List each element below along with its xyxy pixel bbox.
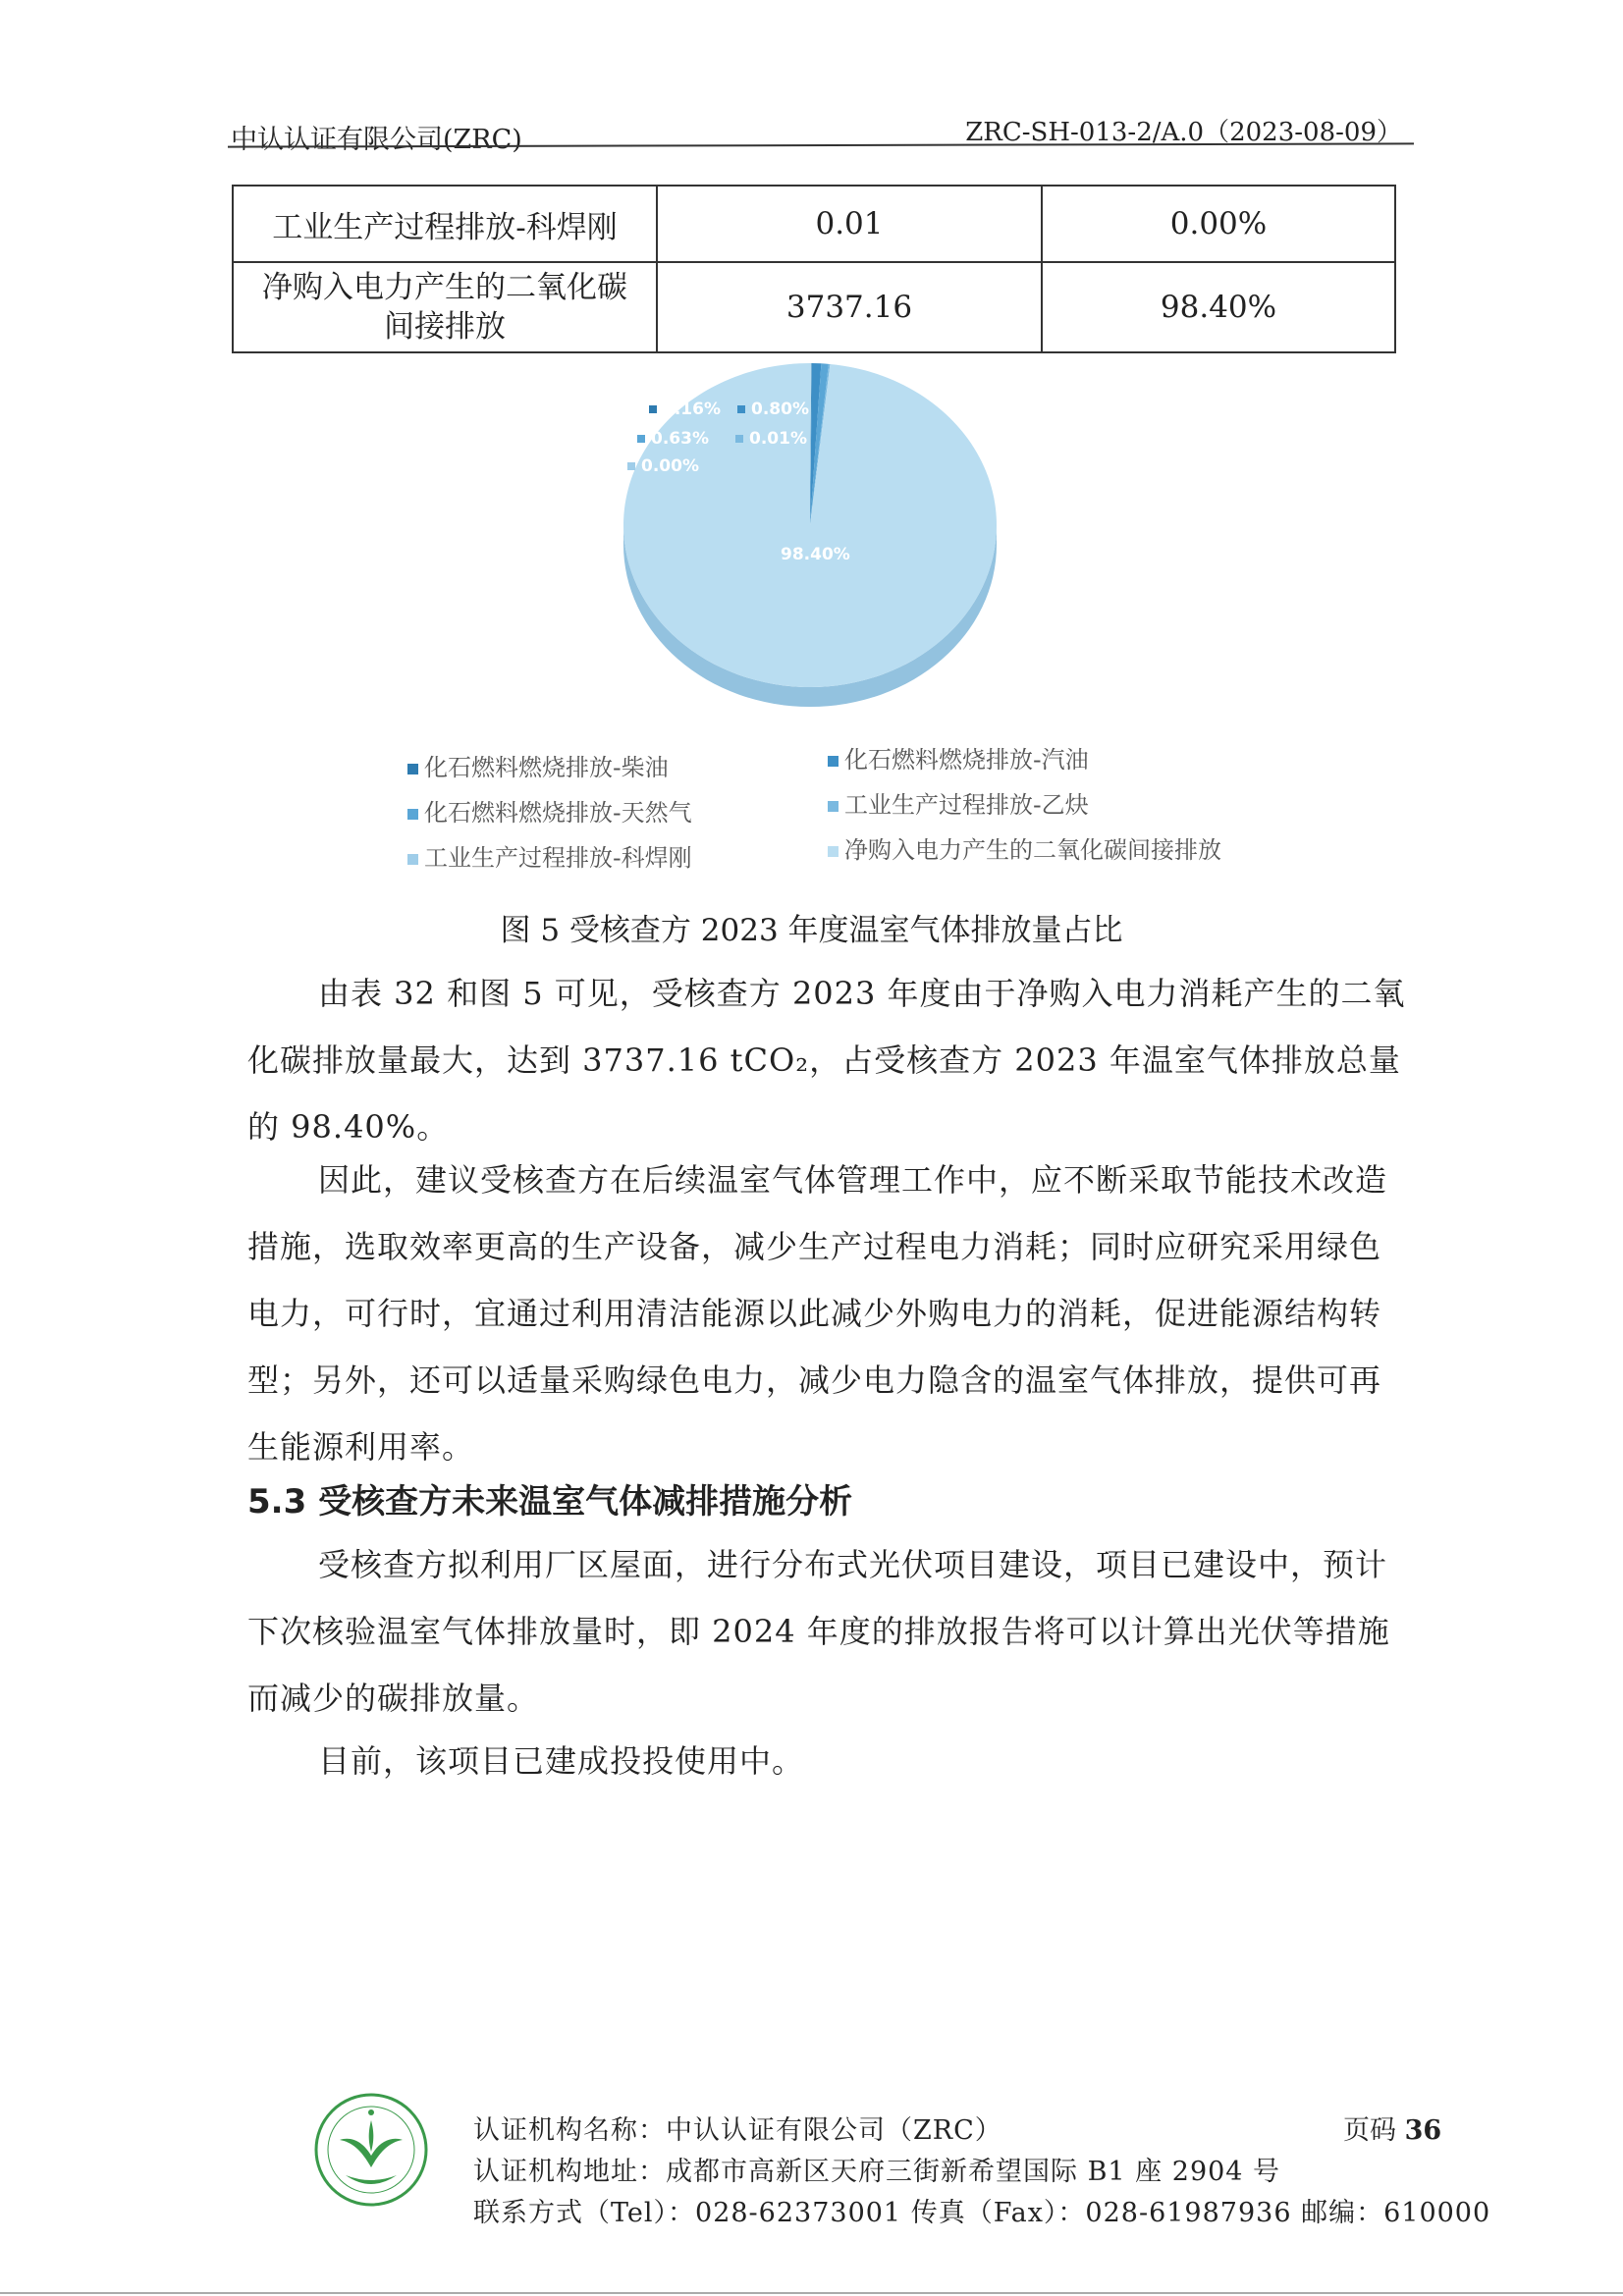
table-cell-percent: 98.40%	[1042, 262, 1395, 352]
data-label-marker	[637, 435, 645, 443]
paragraph-recommendation: 因此，建议受核查方在后续温室气体管理工作中，应不断采取节能技术改造措施，选取效率更高的生产设备，减少生产过程电力消耗；同时应研究采用绿色电力，可行时，宜通过利用清洁能源以此减少外购电力的消耗，促进能源结构转型；另外，还可以适量采购绿色电力，减少电力隐含的温室气体排放，提供可再生能源利用率。	[247, 1161, 1388, 1466]
table-cell-name-line1: 净购入电力产生的二氧化碳	[262, 269, 627, 305]
header-doc-code: ZRC-SH-013-2/A.0（2023-08-09）	[965, 118, 1402, 147]
emissions-table	[232, 185, 1396, 353]
section-title: 5.3 受核查方未来温室气体减排措施分析	[247, 1482, 853, 1522]
page-number-label: 页码	[1343, 2115, 1396, 2146]
data-label: 0.00%	[641, 456, 699, 476]
scan-edge	[0, 2292, 1623, 2294]
table-cell-value: 0.01	[657, 186, 1042, 262]
paragraph-status: 目前，该项目已建成投投使用中。	[318, 1742, 805, 1780]
data-label: 0.01%	[749, 429, 807, 449]
legend-swatch	[407, 854, 418, 865]
footer-org-address: 认证机构地址：成都市高新区天府三街新希望国际 B1 座 2904 号	[473, 2157, 1281, 2187]
legend-item	[407, 793, 692, 828]
legend-swatch	[407, 764, 418, 774]
data-label-marker	[649, 405, 657, 413]
data-label: 0.80%	[751, 400, 809, 419]
legend-item	[828, 830, 1221, 865]
table-row	[233, 262, 1395, 352]
footer-contact: 联系方式（Tel）：028-62373001 传真（Fax）：028-61987936 邮编：610000	[473, 2198, 1491, 2228]
table-cell-percent: 0.00%	[1042, 186, 1395, 262]
data-label: 98.40%	[781, 545, 850, 564]
legend-label: 工业生产过程排放-乙炔	[844, 791, 1089, 819]
figure-caption: 图 5 受核查方 2023 年度温室气体排放量占比	[500, 913, 1123, 948]
legend-label: 工业生产过程排放-科焊刚	[424, 844, 692, 872]
footer-info	[473, 2110, 1490, 2234]
table-cell-name-line2: 间接排放	[384, 309, 506, 345]
header-company: 中认认证有限公司(ZRC)	[231, 125, 522, 155]
data-label: 0.16%	[663, 400, 721, 419]
certification-logo-icon	[312, 2091, 430, 2209]
table-cell-value: 3737.16	[657, 262, 1042, 352]
legend-item	[828, 785, 1089, 820]
data-label-marker	[737, 405, 745, 413]
pie-chart	[545, 353, 1075, 746]
footer-org-name: 认证机构名称：中认认证有限公司（ZRC）	[473, 2115, 1002, 2146]
legend-item	[407, 838, 692, 873]
legend-swatch	[828, 801, 839, 812]
legend-swatch	[407, 809, 418, 820]
table-cell-name	[233, 262, 657, 352]
data-label-marker	[735, 435, 743, 443]
legend-item	[828, 740, 1089, 774]
table-row	[233, 186, 1395, 262]
paragraph-analysis: 由表 32 和图 5 可见，受核查方 2023 年度由于净购入电力消耗产生的二氧化碳排放量最大，达到 3737.16 tCO₂，占受核查方 2023 年温室气体排放总量的 98.40%。	[247, 975, 1406, 1146]
paragraph-future-measures: 受核查方拟利用厂区屋面，进行分布式光伏项目建设，项目已建设中，预计下次核验温室气体排放量时，即 2024 年度的排放报告将可以计算出光伏等措施而减少的碳排放量。	[247, 1546, 1390, 1717]
legend-swatch	[828, 846, 839, 857]
legend-swatch	[828, 756, 839, 767]
table-cell-name: 工业生产过程排放-科焊刚	[233, 186, 657, 262]
legend-label: 净购入电力产生的二氧化碳间接排放	[844, 836, 1221, 864]
data-label-marker	[627, 462, 635, 470]
page-number-value: 36	[1404, 2115, 1442, 2146]
legend-label: 化石燃料燃烧排放-汽油	[844, 746, 1089, 774]
legend-label: 化石燃料燃烧排放-天然气	[424, 799, 692, 827]
legend-label: 化石燃料燃烧排放-柴油	[424, 754, 669, 781]
page-number	[1343, 2109, 1441, 2147]
data-label: 0.63%	[651, 429, 709, 449]
legend-item	[407, 748, 669, 782]
